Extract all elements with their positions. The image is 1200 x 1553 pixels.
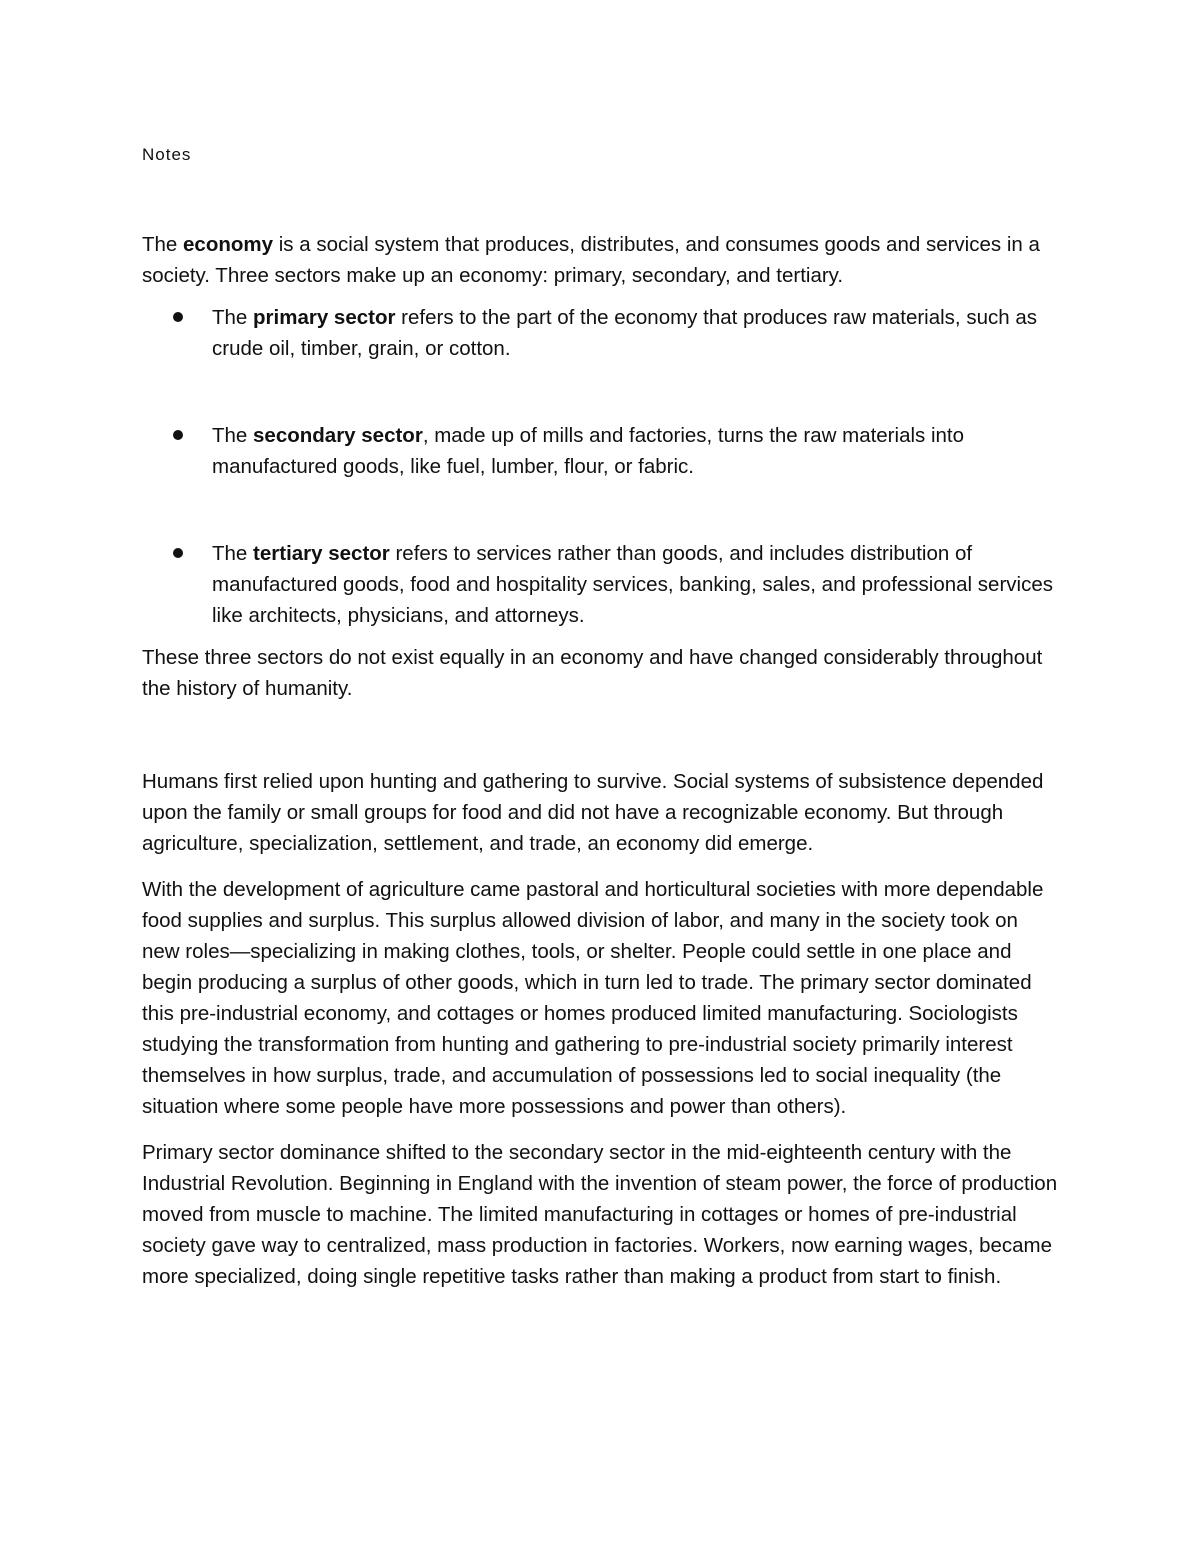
paragraph: With the development of agriculture came pastoral and horticultural societies with more dependable food supplies and surplus. This surplus allowed division of labor, and many in the society took on new roles—specializing in making clothes, tools, or shelter. People could settle in one place and begin producing a surplus of other goods, which in turn led to trade. The primary sector dominated this pre-industrial economy, and cottages or homes produced limited manufacturing. Sociologists studying the transformation from hunting and gathering to pre-industrial society primarily interest themselves in how surplus, trade, and accumulation of possessions led to social inequality (the situation where some people have more possessions and power than others). bbox=[142, 878, 1044, 1118]
bullet-term: tertiary sector bbox=[253, 542, 390, 565]
bullet-term: primary sector bbox=[253, 306, 396, 329]
intro-pre: The bbox=[142, 233, 184, 256]
paragraph: Humans first relied upon hunting and gathering to survive. Social systems of subsistence depended upon the family or small groups for food and did not have a recognizable economy. But through agriculture, specialization, settlement, and trade, an economy did emerge. bbox=[142, 770, 1044, 855]
bullet-icon bbox=[173, 312, 183, 322]
bullet-icon bbox=[173, 548, 183, 558]
bullet-post: , made up of mills and factories, turns the raw materials into manufactured goods, like fuel, lumber, flour, or fabric. bbox=[212, 424, 965, 478]
bullet-pre: The bbox=[212, 306, 254, 329]
list-item bbox=[142, 420, 1060, 482]
document-body bbox=[142, 229, 1060, 1292]
list-item bbox=[142, 538, 1060, 631]
page-title: Notes bbox=[142, 145, 192, 164]
bullet-pre: The bbox=[212, 542, 254, 565]
bullet-post: refers to the part of the economy that produces raw materials, such as crude oil, timber, grain, or cotton. bbox=[212, 306, 1037, 360]
intro-post: is a social system that produces, distributes, and consumes goods and services in a society. Three sectors make up an economy: primary, secondary, and tertiary. bbox=[142, 233, 1040, 287]
sector-list bbox=[142, 302, 1060, 631]
intro-paragraph bbox=[142, 229, 1060, 291]
bullet-icon bbox=[173, 430, 183, 440]
bullet-pre: The bbox=[212, 424, 254, 447]
list-item bbox=[142, 302, 1060, 364]
paragraph: These three sectors do not exist equally in an economy and have changed considerably throughout the history of humanity. bbox=[142, 646, 1043, 700]
bullet-term: secondary sector bbox=[253, 424, 423, 447]
bullet-post: refers to services rather than goods, and includes distribution of manufactured goods, food and hospitality services, banking, sales, and professional services like architects, physicians, and attorneys. bbox=[212, 542, 1053, 627]
paragraph: Primary sector dominance shifted to the secondary sector in the mid-eighteenth century with the Industrial Revolution. Beginning in England with the invention of steam power, the force of production moved from muscle to machine. The limited manufacturing in cottages or homes of pre-industrial society gave way to centralized, mass production in factories. Workers, now earning wages, became more specialized, doing single repetitive tasks rather than making a product from start to finish. bbox=[142, 1141, 1058, 1288]
intro-term: economy bbox=[183, 233, 274, 256]
